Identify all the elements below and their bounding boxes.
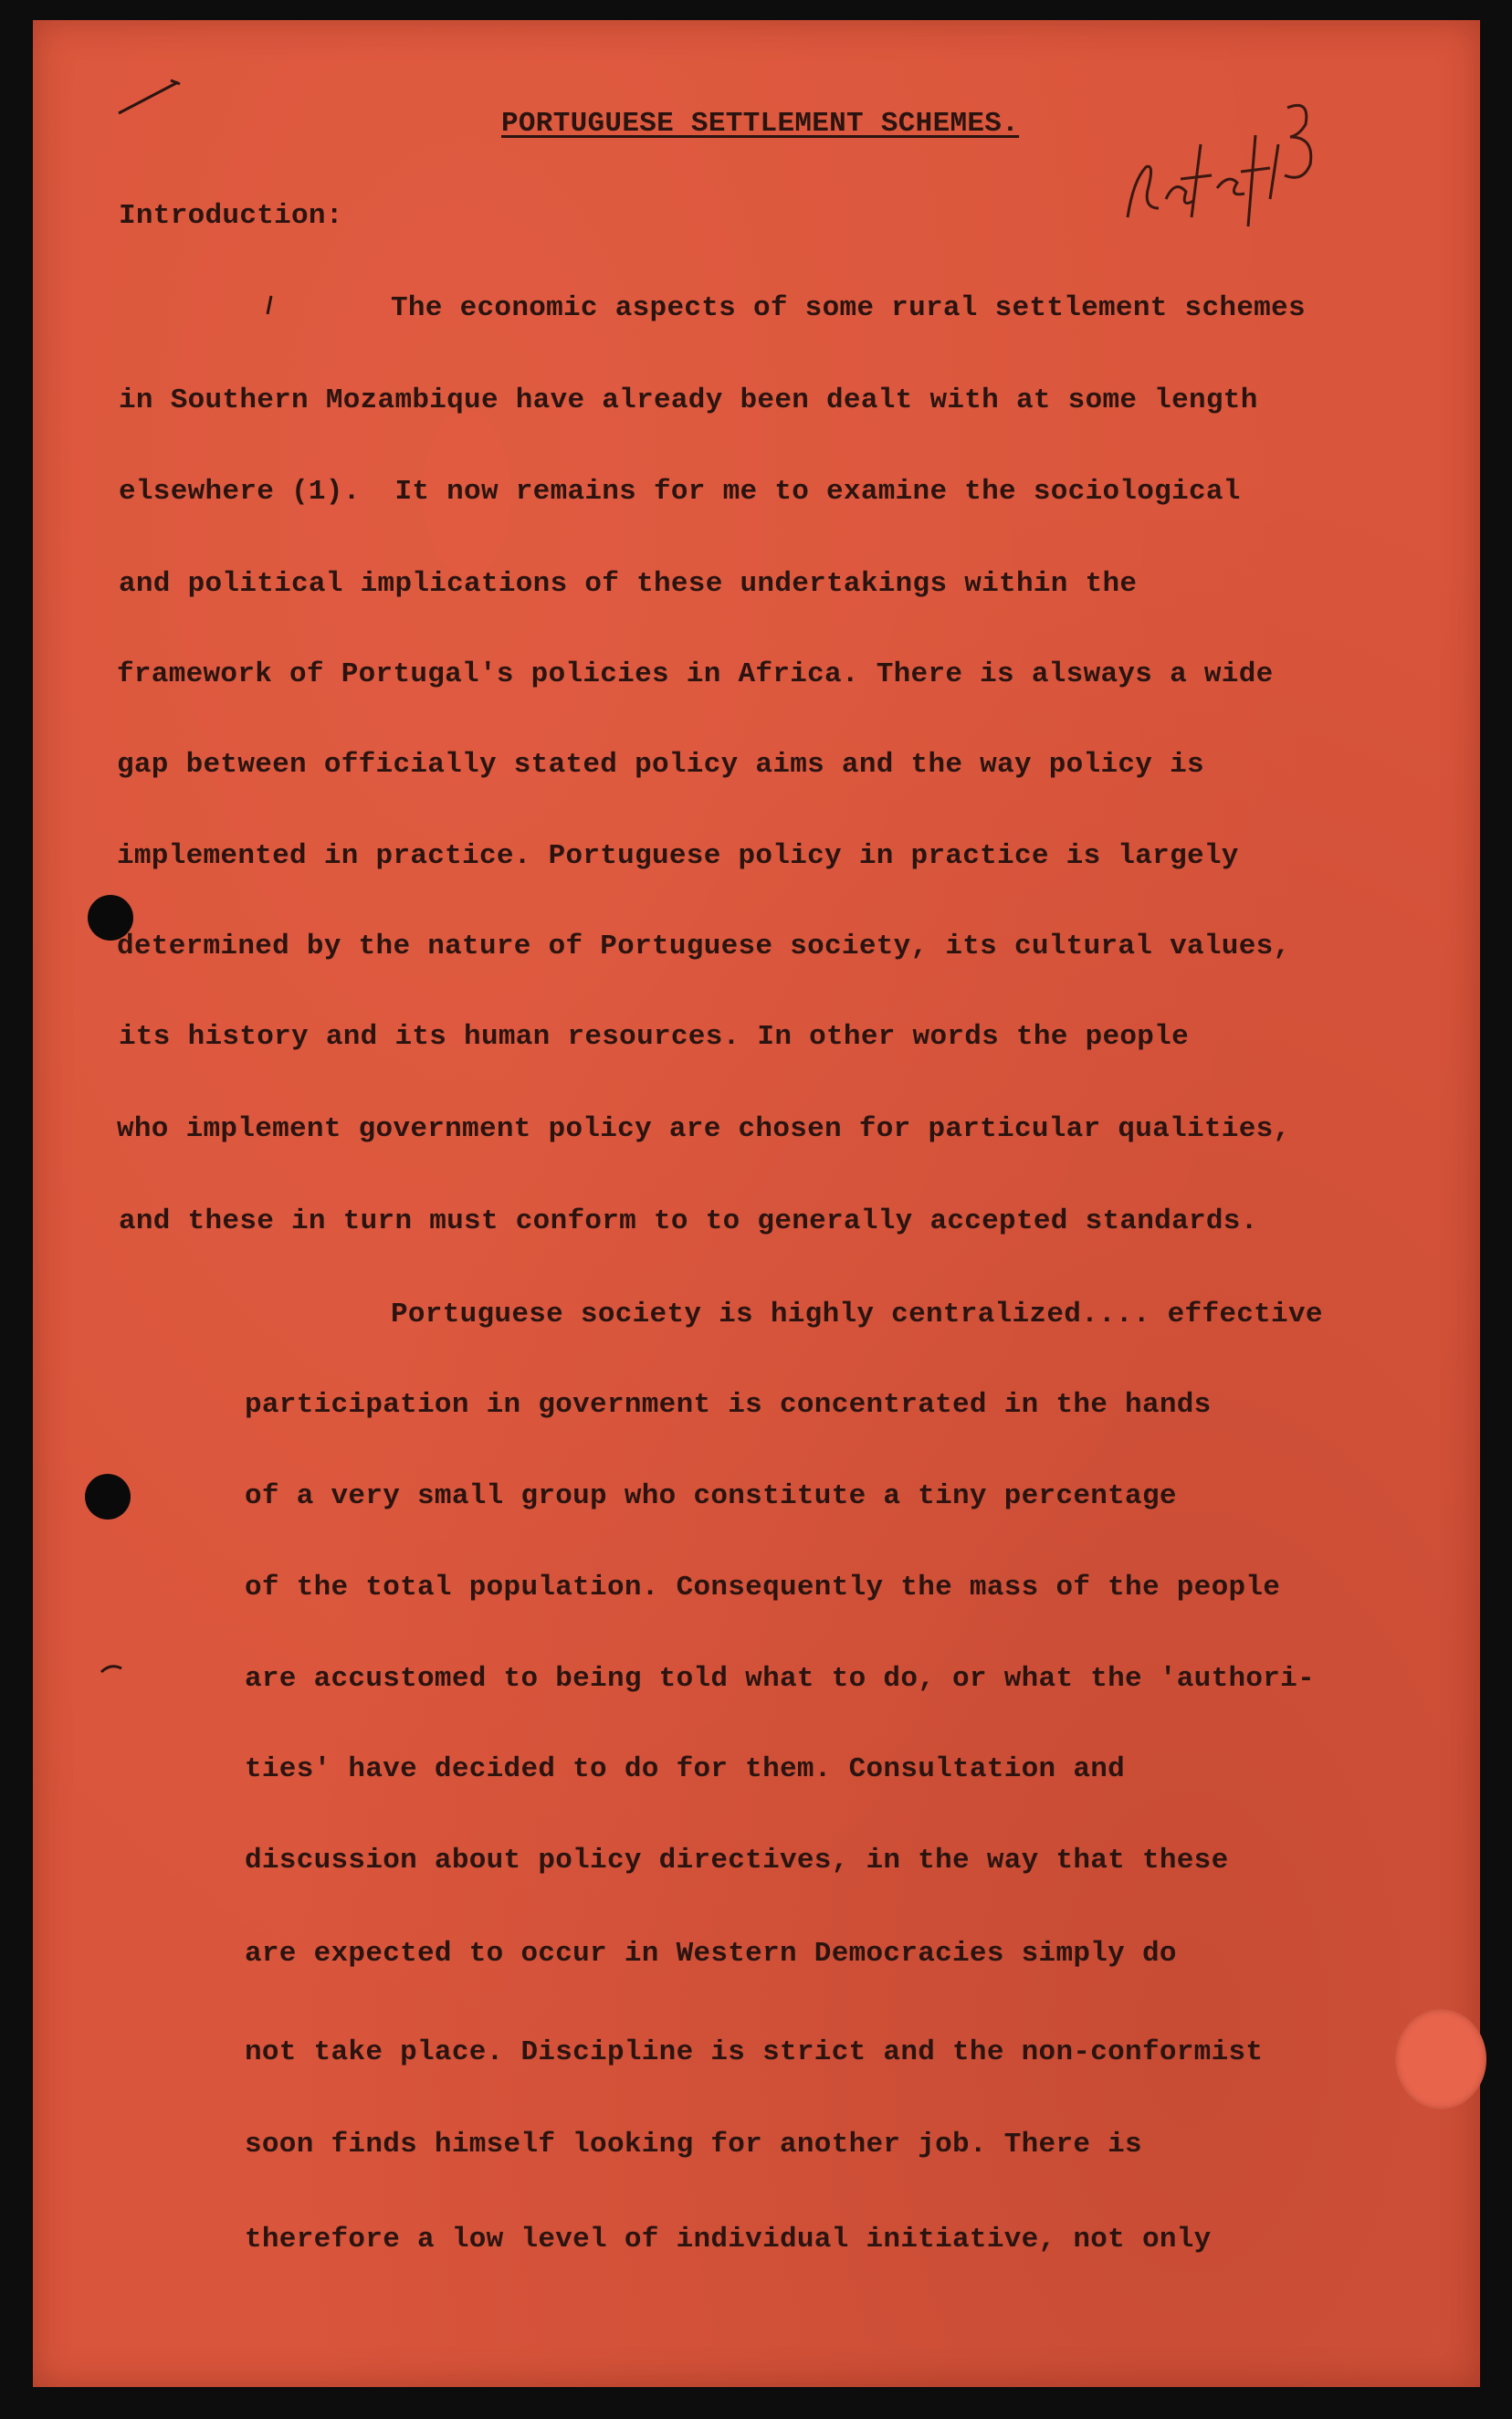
quote-line: discussion about policy directives, in the way that these [245,1845,1229,1877]
quote-line: soon finds himself looking for another job. There is [245,2129,1142,2161]
quote-line: ties' have decided to do for them. Consultation and [245,1753,1126,1785]
text-line: its history and its human resources. In other words the people [119,1021,1189,1053]
text-line: The economic aspects of some rural settlement schemes [391,292,1306,324]
quote-line: Portuguese society is highly centralized.... effective [391,1299,1323,1330]
punch-hole-bottom [85,1474,131,1520]
quote-line: participation in government is concentrated in the hands [245,1389,1212,1421]
section-heading: Introduction: [119,200,343,232]
pencil-tick-mark [260,292,278,320]
handwritten-note [1091,80,1347,263]
text-line: in Southern Mozambique have already been dealt with at some length [119,384,1258,416]
text-line: who implement government policy are chosen for particular qualities, [117,1113,1291,1145]
pencil-mark-top-left [114,75,187,121]
quote-line: not take place. Discipline is strict and the non-conformist [245,2036,1264,2068]
text-line: and these in turn must conform to to generally accepted standards. [119,1205,1258,1237]
quote-line: therefore a low level of individual initiative, not only [245,2224,1212,2256]
text-line: framework of Portugal's policies in Africa. There is alsways a wide [117,658,1274,690]
paper-tab [1395,2009,1486,2109]
text-line: gap between officially stated policy aims and the way policy is [117,749,1204,781]
quote-line: are accustomed to being told what to do, or what the 'authori- [245,1663,1315,1695]
quote-line: of the total population. Consequently the mass of the people [245,1572,1281,1604]
document-title: PORTUGUESE SETTLEMENT SCHEMES. [501,108,1020,140]
text-line: determined by the nature of Portuguese society, its cultural values, [117,931,1291,962]
document-page [33,20,1480,2387]
text-line: and political implications of these undertakings within the [119,568,1138,600]
pencil-mark-margin [96,1657,132,1685]
quote-line: of a very small group who constitute a tiny percentage [245,1480,1177,1512]
quote-line: are expected to occur in Western Democracies simply do [245,1938,1177,1970]
text-line: implemented in practice. Portuguese policy in practice is largely [117,840,1239,872]
text-line: elsewhere (1). It now remains for me to examine the sociological [119,476,1241,508]
